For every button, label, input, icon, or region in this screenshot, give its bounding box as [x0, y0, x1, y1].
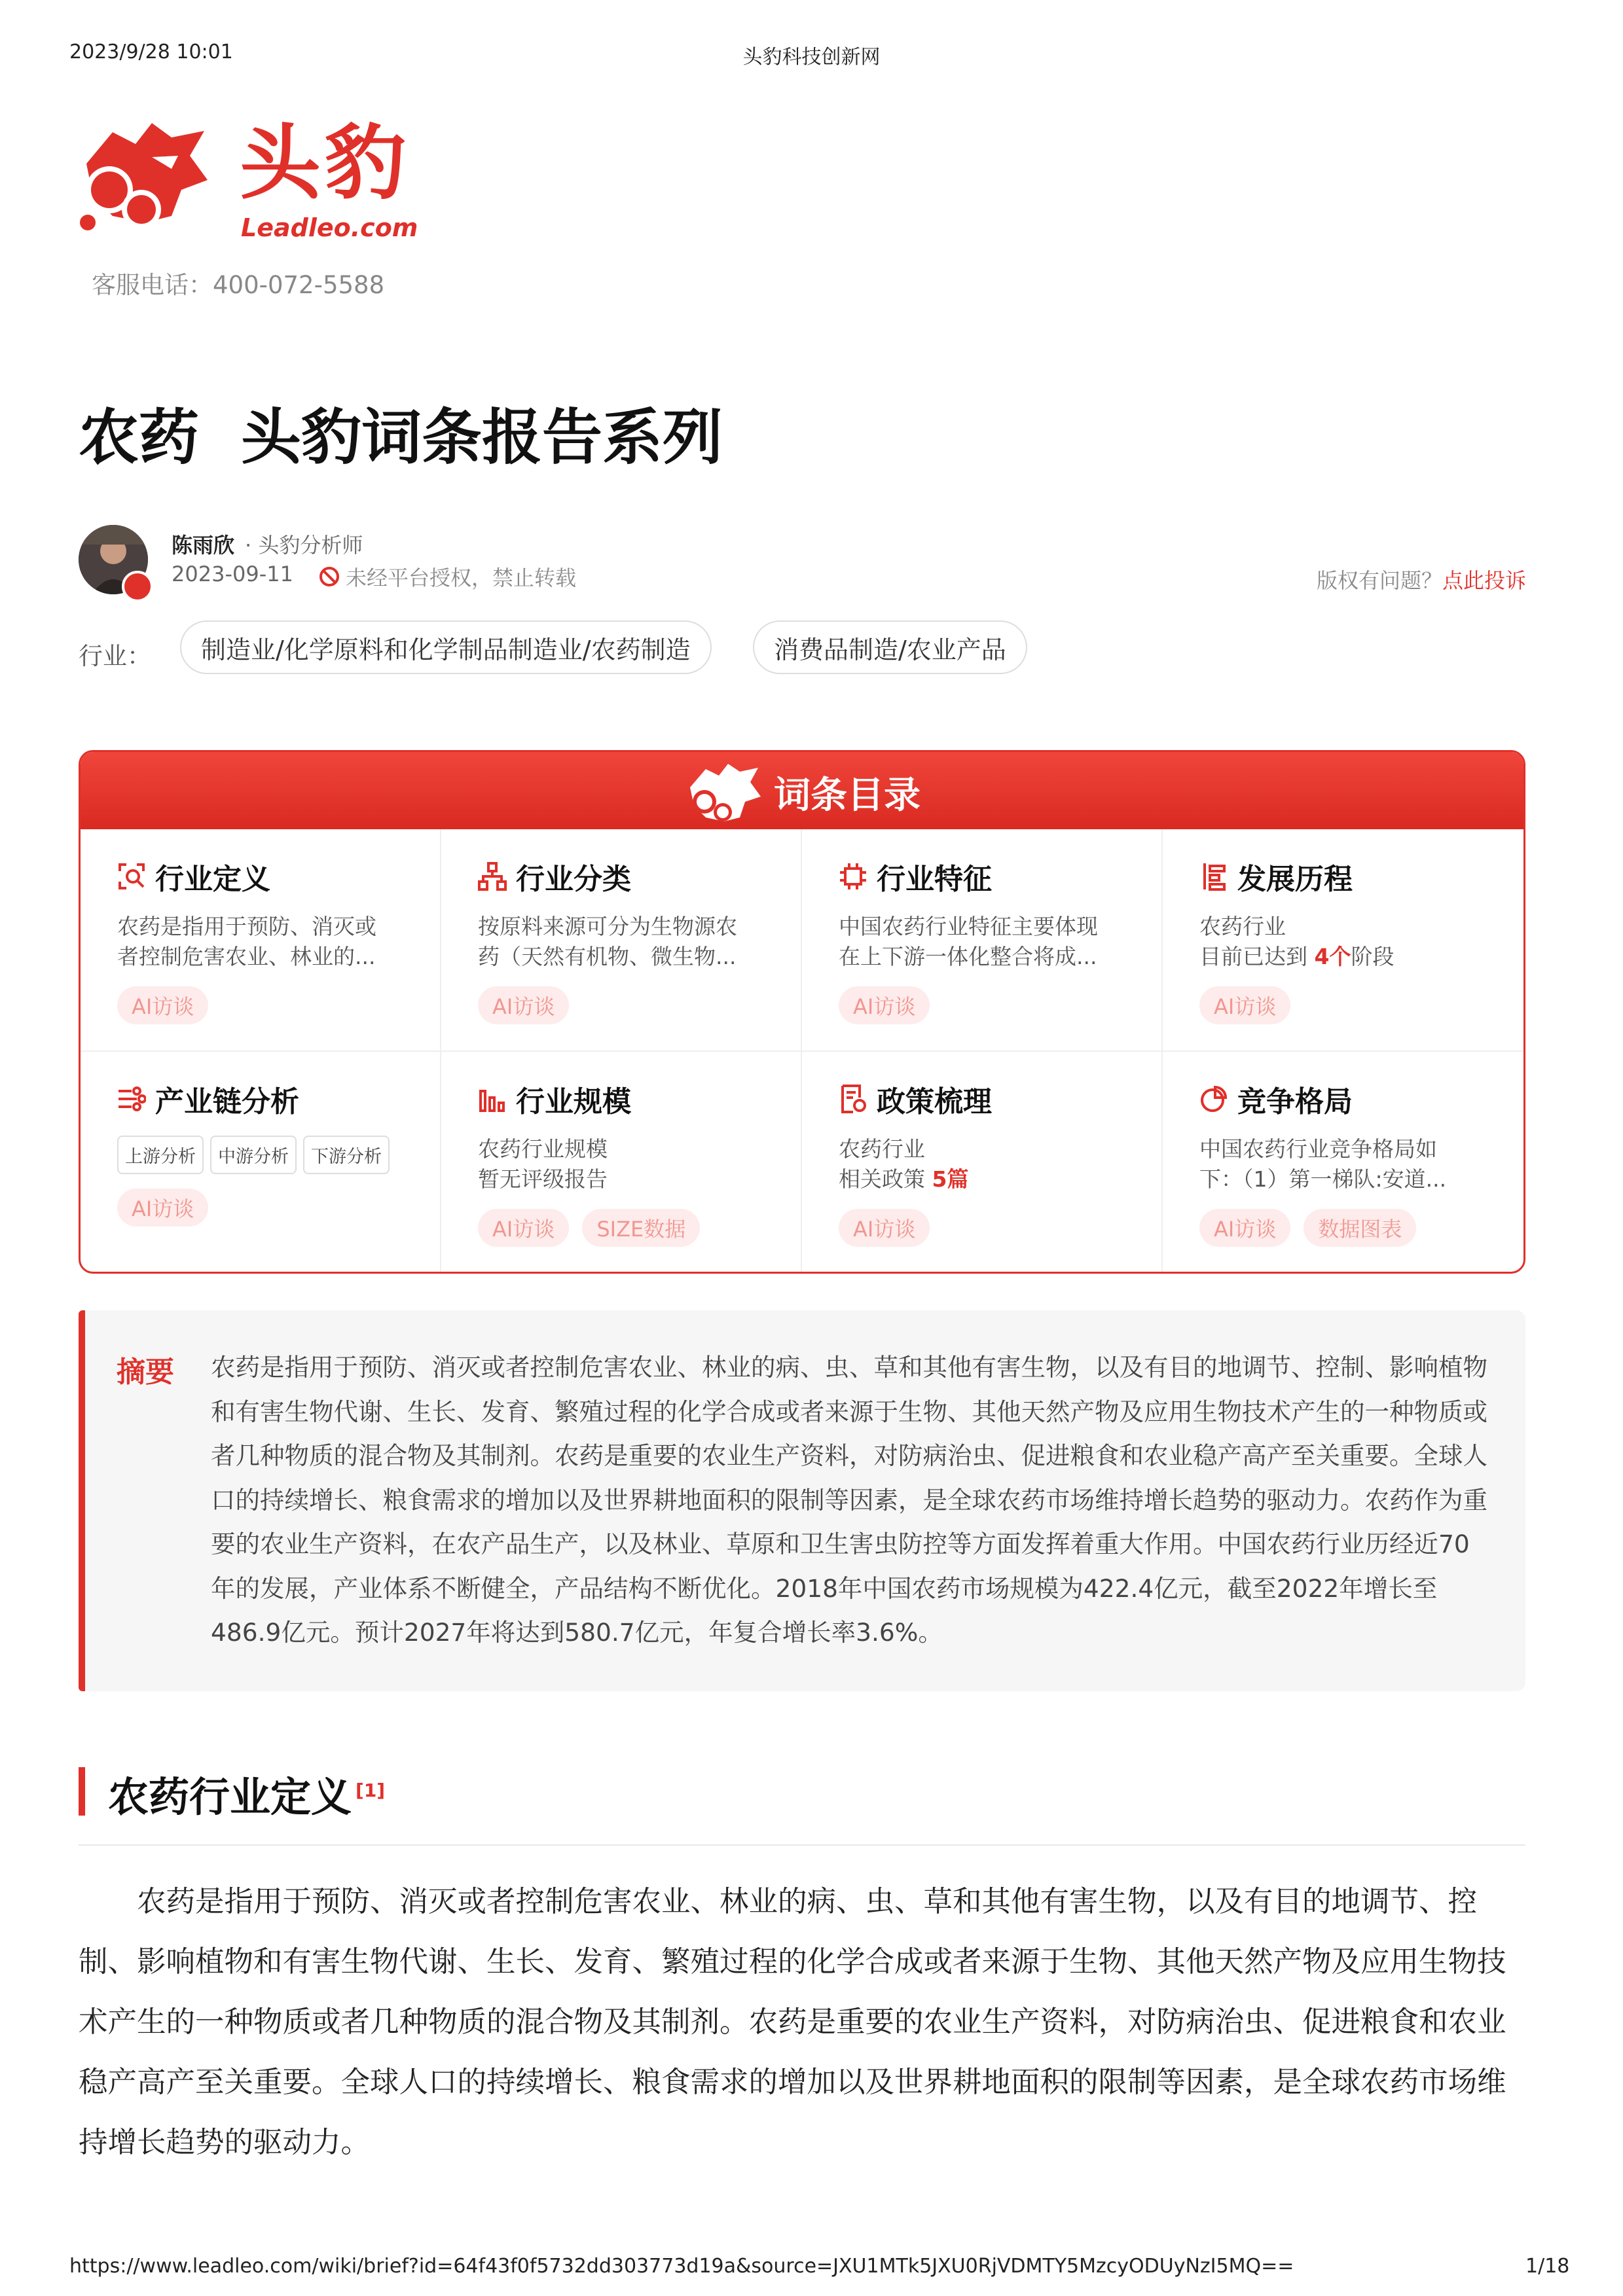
timeline-icon [1199, 862, 1228, 891]
pie-chart-icon [1199, 1085, 1228, 1113]
document-icon [839, 1085, 867, 1113]
industry-tag[interactable]: 消费品制造/农业产品 [753, 620, 1027, 674]
complaint-link[interactable]: 点此投诉 [1442, 568, 1526, 593]
policy-count: 5篇 [932, 1166, 969, 1192]
copyright-notice [1317, 564, 1526, 594]
author-role: · 头豹分析师 [245, 533, 363, 558]
chain-icon [117, 1085, 146, 1113]
ai-interview-pill[interactable]: AI访谈 [839, 986, 930, 1024]
toc-item-title: 行业特征 [877, 863, 992, 896]
verified-badge-icon [122, 571, 153, 602]
toc-item-desc: 中国农药行业特征主要体现 在上下游一体化整合将成... [839, 914, 1098, 969]
toc-item-desc: 农药行业 目前已达到 4个阶段 [1199, 914, 1395, 969]
abstract-accent-bar [79, 1310, 85, 1691]
ai-interview-pill[interactable]: AI访谈 [839, 1209, 930, 1247]
publish-date: 2023-09-11 [172, 562, 293, 586]
ai-interview-pill[interactable]: AI访谈 [1199, 1209, 1290, 1247]
page-number: 1/18 [1525, 2255, 1570, 2278]
upstream-analysis-tab[interactable]: 上游分析 [117, 1136, 204, 1174]
data-chart-pill[interactable]: 数据图表 [1304, 1209, 1416, 1247]
toc-item-features[interactable] [802, 829, 1163, 1052]
toc-item-market-size[interactable] [441, 1052, 802, 1272]
toc-header [81, 752, 1523, 829]
prohibited-icon [318, 565, 340, 588]
hierarchy-icon [478, 862, 507, 891]
no-reprint-notice [318, 562, 576, 592]
size-data-pill[interactable]: SIZE数据 [582, 1209, 700, 1247]
toc-item-classification[interactable] [441, 829, 802, 1052]
toc-item-history[interactable] [1163, 829, 1523, 1052]
abstract-text: 农药是指用于预防、消灭或者控制危害农业、林业的病、虫、草和其他有害生物，以及有目的地调节、控制、影响植物和有害生物代谢、生长、发育、繁殖过程的化学合成或者来源于生物、其他天然产物及应用生物技术产生的一种物质或者几种物质的混合物及其制剂。农药是重要的农业生产资料，对防病治虫、促进粮食和农业稳产高产至关重要。全球人口的持续增长、粮食需求的增加以及世界耕地面积的限制等因素，是全球农药市场维持增长趋势的驱动力。农药作为重要的农业生产资料，在农产品生产，以及林业、草原和卫生害虫防控等方面发挥着重大作用。中国农药行业历经近70年的发展，产业体系不断健全，产品结构不断优化。2018年中国农药市场规模为422.4亿元，截至2022年增长至486.9亿元。预计2027年将达到580.7亿元，年复合增长率3.6%。 [211, 1353, 1487, 1647]
magnify-frame-icon [117, 862, 146, 891]
logo-text-en: Leadleo.com [241, 213, 418, 242]
print-site-title: 头豹科技创新网 [742, 46, 881, 69]
downstream-analysis-tab[interactable]: 下游分析 [303, 1136, 390, 1174]
toc-item-definition[interactable] [81, 829, 441, 1052]
bar-chart-icon [478, 1085, 507, 1113]
toc-card [79, 750, 1525, 1274]
toc-item-title: 行业分类 [516, 863, 631, 896]
toc-title: 词条目录 [774, 774, 921, 817]
copyright-question: 版权有问题？ [1316, 568, 1442, 593]
chip-icon [839, 862, 867, 891]
ai-interview-pill[interactable]: AI访谈 [117, 986, 208, 1024]
toc-item-industry-chain[interactable] [81, 1052, 441, 1272]
print-url: https://www.leadleo.com/wiki/brief?id=64f43f0f5732dd303773d19a&source=JXU1MTk5JXU0RjVDMTY5MzcyODUyNzI5MQ== [69, 2255, 1294, 2278]
toc-item-desc: 农药行业规模 暂无评级报告 [478, 1136, 608, 1192]
no-reprint-text: 未经平台授权，禁止转载 [346, 565, 577, 590]
section-body: 农药是指用于预防、消灭或者控制危害农业、林业的病、虫、草和其他有害生物，以及有目的地调节、控制、影响植物和有害生物代谢、生长、发育、繁殖过程的化学合成或者来源于生物、其他天然产物及应用生物技术产生的一种物质或者几种物质的混合物及其制剂。农药是重要的农业生产资料，对防病治虫、促进粮食和农业稳产高产至关重要。全球人口的持续增长、粮食需求的增加以及世界耕地面积的限制等因素，是全球农药市场维持增长趋势的驱动力。 [79, 1885, 1506, 2159]
section-title: 农药行业定义 [1] [108, 1773, 386, 1821]
reference-link[interactable]: [1] [356, 1780, 386, 1802]
abstract-label: 摘要 [117, 1355, 174, 1389]
toc-item-desc: 按原料来源可分为生物源农 药（天然有机物、微生物... [478, 914, 737, 969]
toc-item-title: 发展历程 [1237, 863, 1353, 896]
toc-item-policy[interactable] [802, 1052, 1163, 1272]
stage-count: 4个 [1314, 944, 1351, 969]
ai-interview-pill[interactable]: AI访谈 [478, 986, 569, 1024]
toc-item-competition[interactable] [1163, 1052, 1523, 1272]
toc-item-title: 行业规模 [516, 1085, 631, 1119]
industry-tag[interactable]: 制造业/化学原料和化学制品制造业/农药制造 [180, 620, 712, 674]
page-title: 农药 头豹词条报告系列 [79, 403, 723, 473]
ai-interview-pill[interactable]: AI访谈 [478, 1209, 569, 1247]
print-datetime: 2023/9/28 10:01 [69, 41, 233, 63]
toc-item-desc: 农药是指用于预防、消灭或 者控制危害农业、林业的... [117, 914, 376, 969]
toc-item-desc: 中国农药行业竞争格局如 下：（1）第一梯队:安道... [1199, 1136, 1447, 1192]
section-accent-bar [79, 1767, 85, 1816]
ai-interview-pill[interactable]: AI访谈 [117, 1189, 208, 1227]
leopard-logo-icon [684, 761, 762, 824]
section-divider [79, 1844, 1525, 1846]
leopard-logo-icon [73, 118, 211, 232]
toc-item-title: 产业链分析 [155, 1085, 299, 1119]
toc-item-title: 政策梳理 [877, 1085, 992, 1119]
toc-item-desc: 农药行业 相关政策 5篇 [839, 1136, 969, 1192]
toc-item-title: 行业定义 [155, 863, 270, 896]
industry-label: 行业： [79, 642, 151, 670]
toc-item-title: 竞争格局 [1237, 1085, 1353, 1119]
ai-interview-pill[interactable]: AI访谈 [1199, 986, 1290, 1024]
author-name[interactable]: 陈雨欣 [172, 533, 235, 558]
logo-text-cn: 头豹 [240, 117, 410, 211]
service-phone: 客服电话：400-072-5588 [92, 271, 385, 299]
midstream-analysis-tab[interactable]: 中游分析 [210, 1136, 297, 1174]
